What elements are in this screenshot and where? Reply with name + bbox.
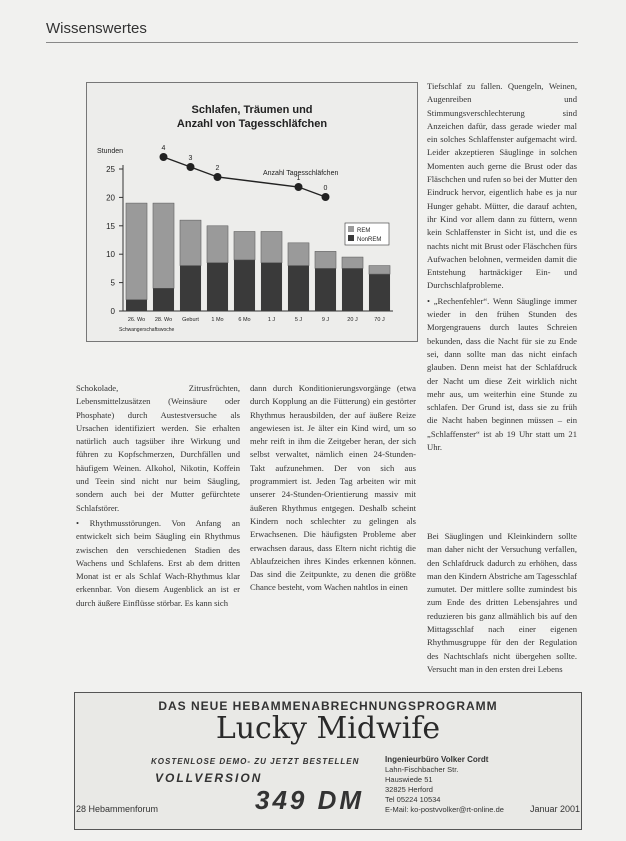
bar-nonrem: [234, 260, 255, 311]
bar-rem: [369, 266, 390, 275]
naps-point: [160, 153, 168, 161]
paragraph: • Rhythmusstörungen. Von Anfang an entwickelt sich beim Säugling ein Rhythmus zwischen den verschiedenen Stadien des Wachens und Schlafens. Erst ab dem dritten Monat ist er als Schlaf Wach-Rhythmus klar erkennbar. Von diesem Augenblick an ist er durch äußere Einflüsse störbar. Es kann sich: [76, 517, 240, 608]
bar-nonrem: [369, 274, 390, 311]
naps-value-label: 1: [296, 175, 301, 182]
legend-swatch: [348, 226, 354, 232]
naps-point: [322, 193, 330, 201]
sleep-chart: [86, 82, 418, 342]
chart-title: Schlafen, Träumen und: [191, 104, 313, 116]
x-tick-label: 20 J: [347, 317, 358, 323]
x-tick-label: 1 J: [267, 317, 276, 323]
text-column-middle: [250, 382, 416, 595]
ad-contact-line: 32825 Herford: [385, 785, 433, 794]
naps-point: [187, 163, 195, 171]
paragraph: • „Rechenfehler“. Wenn Säuglinge immer wieder in den frühen Stunden des Morgengrauens durch lautes Schreien bekunden, dass die Nacht für sie zu Ende sei, dann sollte man das nicht einfach glauben. Denn meist hat der Schlafdruck der Nacht um diese Zeit wirklich nicht mehr aus, um weiterhin eine Stunde zu schlafen. Der Grund ist, dass sie zu früh die Nacht haben beginnen müssen – ein „Schlaffenster“ ist ab 19 Uhr statt um 21 Uhr.: [427, 295, 577, 453]
footer-date: Januar 2001: [530, 804, 581, 814]
x-tick-label: 1 Mo: [211, 317, 224, 323]
header-rule: [46, 42, 578, 43]
chart-svg: [87, 83, 417, 341]
ad-order-text: KOSTENLOSE DEMO- ZU JETZT BESTELLEN: [151, 757, 360, 766]
x-tick-label: 9 J: [321, 317, 330, 323]
bar-rem: [315, 251, 336, 268]
bar-rem: [126, 203, 147, 300]
paragraph: Tiefschlaf zu fallen. Quengeln, Weinen, Augenreiben und Stimmungsverschlechterung sind Anzeichen dafür, dass gerade wieder mal ein solches Schlaffenster aufgemacht wird. Leider akzeptieren Säuglinge in solchen Momenten auch gerne die Brust oder das Fläschchen und rufen so bei der Mutter den Eindruck hervor, eigentlich habe es ja nur Hunger gehabt. Mütter, die darauf achten, ihr Kind vor allem dann zu füttern, wenn kein Schlaffenster in Sicht ist, und die es nachts nicht mit Brust oder Fläschchen fürs Aufwachen belohnen, vermeiden damit die Entstehung hartnäckiger Ein- und Durchschlafprobleme.: [427, 81, 577, 291]
naps-value-label: 2: [215, 165, 220, 172]
bar-rem: [180, 220, 201, 265]
naps-point: [214, 173, 222, 181]
x-tick-label: Geburt: [182, 317, 199, 323]
bar-nonrem: [153, 288, 174, 311]
text-column-right-continued: [427, 530, 577, 676]
chart-title-line2: Anzahl von Tagesschläfchen: [176, 118, 328, 130]
bar-nonrem: [207, 263, 228, 311]
text-column-left: [76, 382, 240, 610]
y-tick-label: 10: [106, 250, 115, 260]
legend-swatch: [348, 235, 354, 241]
x-tick-label: 5 J: [294, 317, 303, 323]
x-tick-label: 70 J: [374, 317, 385, 323]
y-axis-label: Stunden: [97, 148, 124, 155]
ad-contact-line: Ingenieurbüro Volker Cordt: [385, 755, 489, 764]
footer-page-info: 28 Hebammenforum: [76, 804, 159, 814]
ad-contact-line: Tel 05224 10534: [385, 795, 441, 804]
legend-label: REM: [357, 228, 371, 234]
ad-version-text: VOLLVERSION: [155, 771, 263, 785]
x-tick-label: 28. Wo: [154, 317, 173, 323]
y-tick-label: 25: [106, 165, 115, 174]
y-tick-label: 0: [110, 307, 115, 316]
y-tick-label: 5: [110, 278, 115, 288]
bar-rem: [153, 203, 174, 288]
x-axis-label: Schwangerschaftswoche: [119, 327, 175, 333]
bar-nonrem: [126, 300, 147, 311]
bar-nonrem: [261, 263, 282, 311]
text-column-right: [427, 80, 577, 454]
naps-value-label: 3: [188, 155, 193, 162]
naps-value-label: 4: [161, 145, 166, 152]
legend-label: NonREM: [357, 237, 382, 243]
naps-line: [164, 157, 326, 197]
bar-nonrem: [342, 268, 363, 311]
paragraph: Schokolade, Zitrusfrüchten, Lebensmittelzusätzen (Weinsäure oder Phosphate) durch Austestversuche als Ursachen identifiziert werden. Sie erhalten natürlich auch tagsüber ihre Wirkung und führen zu Kopfschmerzen, Durchfällen und häufigem Weinen. Alkohol, Nikotin, Koffein und Teein sind nicht nur beim Säugling, sondern auch bei der Mutter gefürchtete Schlafstörer.: [76, 383, 240, 513]
naps-label: Anzahl Tagesschläfchen: [263, 170, 339, 177]
x-tick-label: 26. Wo: [127, 317, 146, 323]
ad-price: 349 DM: [255, 785, 365, 815]
y-tick-label: 20: [106, 193, 115, 203]
x-tick-label: 6 Mo: [238, 317, 251, 323]
ad-contact-line: E-Mail: ko-postvvolker@rt-online.de: [385, 805, 504, 814]
paragraph: dann durch Konditionierungsvorgänge (etwa durch Kopplung an die Fütterung) ein gestörter Rhythmus herausbilden, der auf äußere Reize angewiesen ist. Je älter ein Kind wird, um so mehr reift in ihm die Zeitgeber heran, der sich selbst verwaltet, nämlich einen 24-Stunden-Takt aufzunehmen. Der von sich aus programmiert ist. Jeden Tag arbeiten wir mit unserer 24-Stunden-Orientierung massiv mit äußeren Rhythmus entgegen. Deshalb scheint Kindern noch schlechter zu gelingen als Erwachsenen. Die häufigsten Probleme aber erwachsen daraus, dass Eltern nicht richtig die Ablaufzeichen ihres Kindes erkennen können. Das sind die Zeitpunkte, zu denen die größte Chance besteht, vom Wachen nahtlos in einen: [250, 383, 416, 593]
y-tick-label: 15: [106, 221, 115, 231]
bar-rem: [288, 243, 309, 266]
ad-contact-line: Lahn-Fischbacher Str.: [385, 765, 459, 774]
ad-brand: Lucky Midwife: [215, 711, 441, 746]
bar-rem: [234, 231, 255, 259]
bar-rem: [261, 231, 282, 262]
plot-area: [106, 145, 393, 323]
paragraph: Bei Säuglingen und Kleinkindern sollte man daher nicht der Versuchung verfallen, den Schlafdruck dadurch zu erhöhen, dass man den Kindern Abstriche am Tagesschlaf zumutet. Der mittlere sollte zumindest bis zum Ende des dritten Lebensjahres und reduzieren bis ganz allmählich bis auf den Mittagsschlaf nach einer eigenen Rhythmusgruppe für den der Regulation des Nachtschlafs nicht übergehen sollte. Versucht man in den ersten drei Lebens: [427, 531, 577, 674]
naps-point: [295, 183, 303, 191]
bar-rem: [207, 226, 228, 263]
bar-nonrem: [288, 266, 309, 311]
naps-value-label: 0: [323, 185, 328, 192]
bar-rem: [342, 257, 363, 268]
ad-contact-line: Hauswiede 51: [385, 775, 433, 784]
ad-headline: DAS NEUE HEBAMMENABRECHNUNGSPROGRAMM: [158, 699, 498, 713]
section-title: Wissenswertes: [46, 20, 147, 37]
bar-nonrem: [315, 268, 336, 311]
bar-nonrem: [180, 266, 201, 311]
